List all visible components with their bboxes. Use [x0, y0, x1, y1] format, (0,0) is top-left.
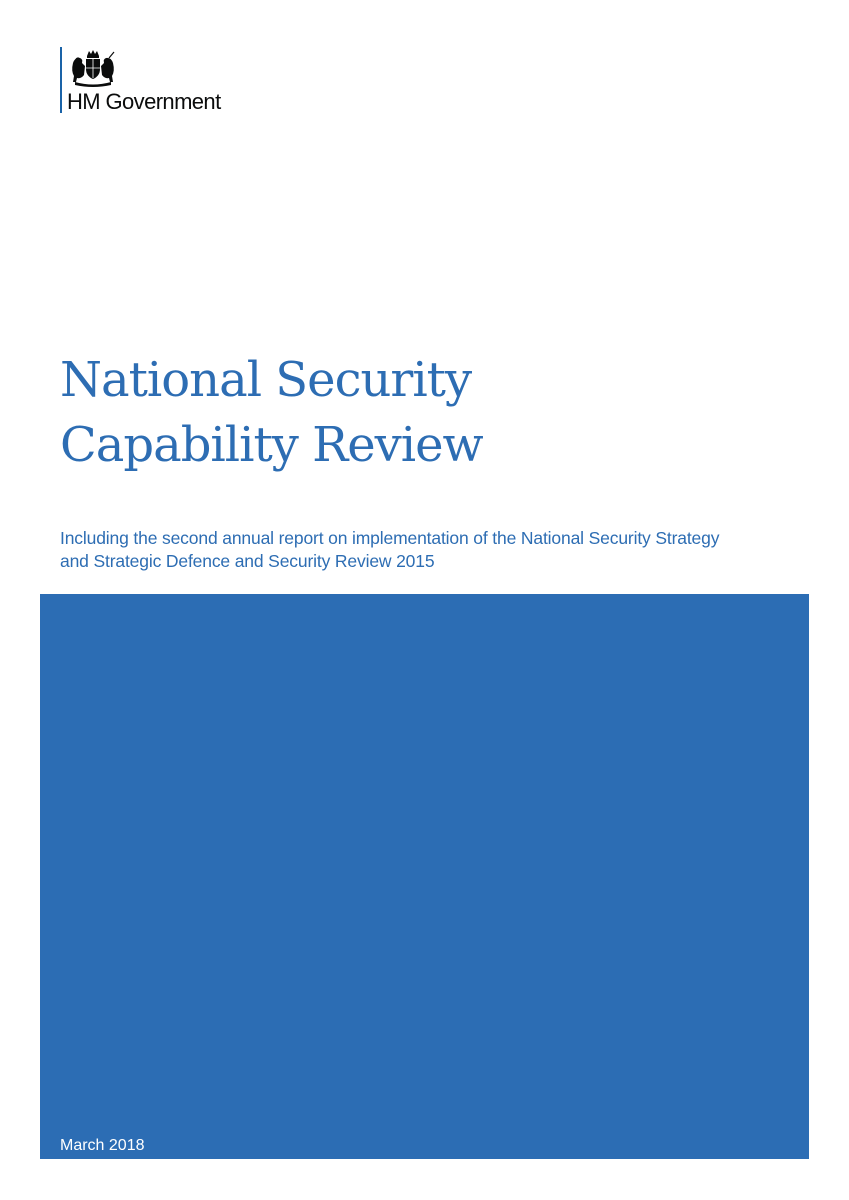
title-line-1: National Security [60, 352, 472, 408]
royal-coat-of-arms-icon [69, 49, 117, 87]
organisation-name: HM Government [67, 89, 221, 114]
publication-date: March 2018 [60, 1137, 145, 1154]
subtitle-line-2: and Strategic Defence and Security Review 2015 [60, 551, 435, 571]
cover-colour-panel [40, 594, 809, 1159]
logo-divider [60, 47, 62, 113]
document-title [60, 348, 760, 478]
title-line-2: Capability Review [60, 417, 483, 473]
subtitle-line-1: Including the second annual report on implementation of the National Security Strategy [60, 528, 720, 548]
document-subtitle [60, 527, 820, 573]
hm-government-logo [60, 47, 260, 115]
